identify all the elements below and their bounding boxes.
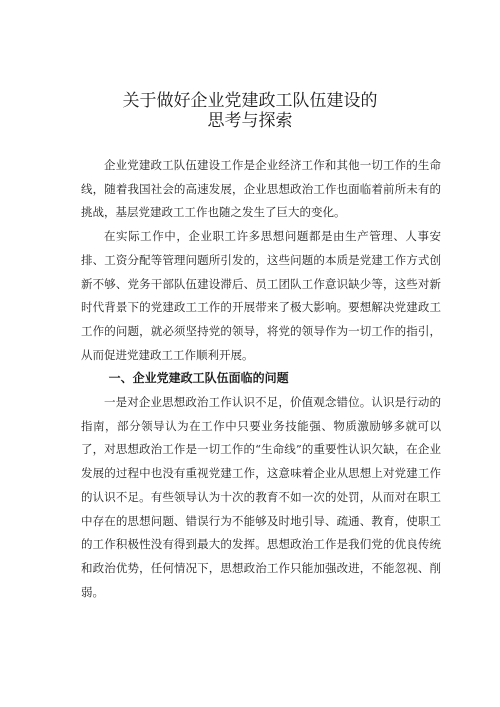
document-body xyxy=(81,154,441,604)
intro-paragraph: 企业党建政工队伍建设工作是企业经济工作和其他一切工作的生命线，随着我国社会的高速发展，企业思想政治工作也面临着前所未有的挑战，基层党建政工工作也随之发生了巨大的变化。 xyxy=(81,158,441,220)
section-heading: 一、企业党建政工队伍面临的问题 xyxy=(108,371,289,386)
section-paragraph: 一是对企业思想政治工作认识不足，价值观念错位。认识是行动的指南，部分领导认为在工作中只要业务技能强、物质激励够多就可以了，对思想政治工作是一切工作的“生命线”的重要性认识欠缺，在企业发展的过程中也没有重视党建工作，这意味着企业从思想上对党建工作的认识不足。有些领导认为十次的教育不如一次的处罚，从而对在职工中存在的思想问题、错误行为不能够及时地引导、疏通、教育，使职工的工作积极性没有得到最大的发挥。思想政治工作是我们党的优良传统和政治优势，任何情况下，思想政治工作只能加强改进，不能忽视、削弱。 xyxy=(81,395,441,599)
document-title-line-2: 思考与探索 xyxy=(207,111,293,131)
context-paragraph: 在实际工作中，企业职工许多思想问题都是由生产管理、人事安排、工资分配等管理问题所引发的，这些问题的本质是党建工作方式创新不够、党务干部队伍建设滞后、员工团队工作意识缺少等，这些对新时代背景下的党建政工工作的开展带来了极大影响。要想解决党建政工工作的问题，就必须坚持党的领导，将党的领导作为一切工作的指引，从而促进党建政工工作顺利开展。 xyxy=(81,229,441,362)
document-title-line-1: 关于做好企业党建政工队伍建设的 xyxy=(122,91,378,111)
